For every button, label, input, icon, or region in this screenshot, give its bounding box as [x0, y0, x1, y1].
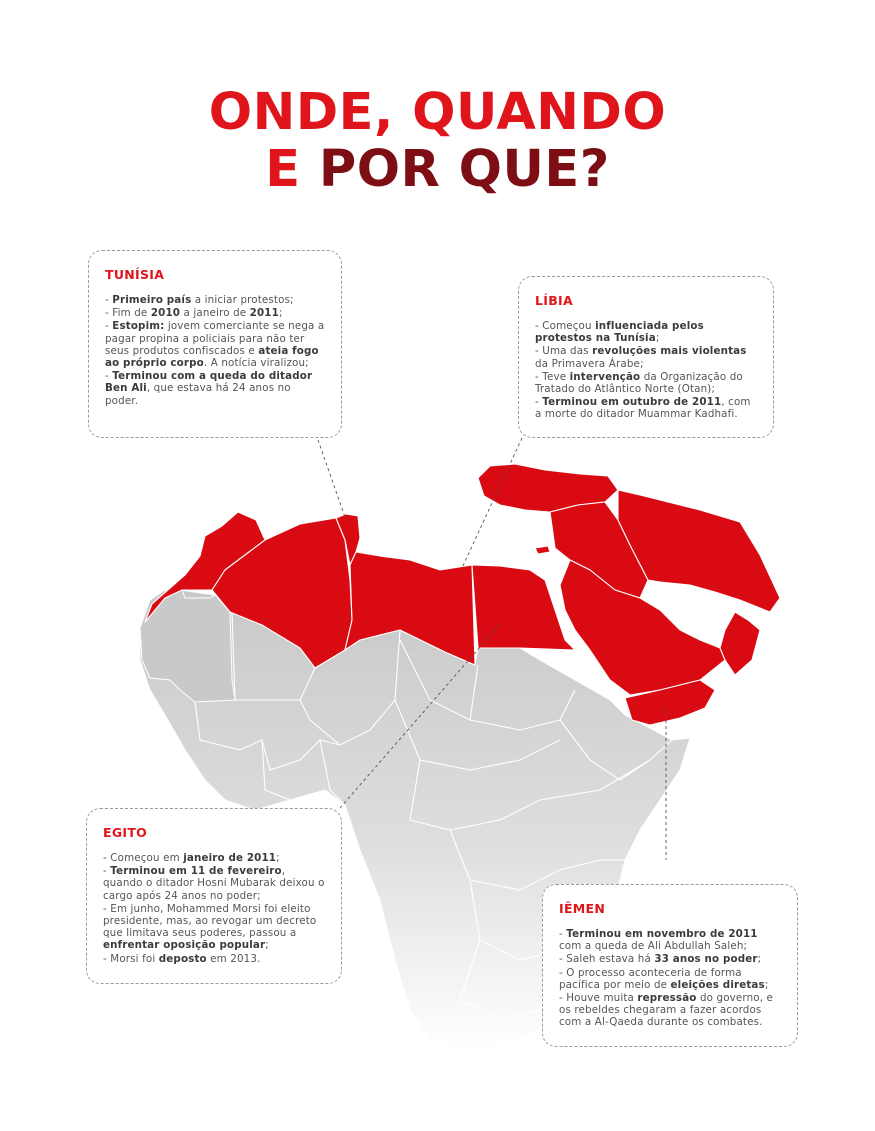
tunisia-item	[105, 307, 327, 319]
libia-item	[535, 320, 759, 344]
iemen-box	[542, 884, 798, 1047]
bold-text: ateia fogo ao próprio corpo	[105, 344, 319, 370]
text: ;	[265, 939, 269, 952]
tunisia-box	[88, 250, 342, 438]
text: a iniciar protestos;	[191, 294, 294, 306]
egito-list	[103, 852, 327, 965]
text: com a queda de Ali Abdullah Saleh;	[559, 940, 748, 953]
iemen-list	[559, 928, 783, 1029]
oman	[720, 612, 760, 675]
text: , quando o ditador Hosni Mubarak deixou o cargo após 24 anos no poder;	[103, 865, 325, 902]
libia-item	[535, 371, 759, 395]
text: - Começou em	[103, 852, 184, 864]
bold-text: Terminou com a queda do ditador Ben Ali	[105, 370, 313, 395]
libia-list	[535, 320, 759, 421]
bold-text: influenciada pelos protestos na Tunísia	[535, 320, 704, 345]
text: do governo, e os rebeldes chegaram a fazer acordos com a Al-Qaeda durante os combates.	[559, 992, 774, 1029]
text: -	[559, 928, 567, 940]
text: - Uma das	[535, 345, 593, 358]
text: ;	[278, 307, 283, 320]
bold-text: janeiro de 2011	[183, 852, 277, 864]
bold-text: revoluções mais violentas	[592, 345, 747, 358]
text: - Começou	[535, 320, 596, 332]
text: da Organização do Tratado do Atlântico Norte (Otan);	[535, 370, 743, 396]
text: -	[535, 396, 543, 409]
iemen-item	[559, 953, 783, 965]
egito-item	[103, 852, 327, 864]
libia-item	[535, 396, 759, 420]
bold-text: Primeiro país	[112, 294, 192, 306]
tunisia-item	[105, 320, 327, 369]
cyprus	[535, 546, 550, 554]
text: ;	[764, 978, 769, 991]
text: - Fim de	[105, 307, 151, 320]
libia-box	[518, 276, 774, 438]
egito-item	[103, 865, 327, 902]
tunisia-heading: TUNÍSIA	[105, 267, 165, 282]
bold-text: 2010	[150, 307, 181, 320]
iemen-item	[559, 928, 783, 952]
egito-item	[103, 903, 327, 952]
egypt	[472, 565, 575, 650]
text: a janeiro de	[180, 307, 250, 320]
bold-text: 33 anos no poder	[654, 953, 758, 966]
bold-text: Terminou em outubro de 2011	[542, 396, 722, 409]
libia-heading: LÍBIA	[535, 293, 573, 308]
text: - Houve muita	[559, 992, 638, 1005]
iemen-item	[559, 967, 783, 991]
text: -	[105, 294, 113, 306]
bold-text: enfrentar oposição popular	[103, 939, 266, 952]
bold-text: deposto	[158, 952, 207, 965]
text: - O processo aconteceria de forma pacífica por meio de	[559, 966, 742, 991]
text: ;	[276, 852, 280, 864]
text: - Morsi foi	[103, 952, 159, 965]
title-rest: POR QUE?	[318, 140, 610, 199]
text: , com a morte do ditador Muammar Kadhafi.	[535, 396, 751, 421]
egito-heading: EGITO	[103, 825, 148, 840]
text: em 2013.	[206, 952, 261, 965]
text: da Primavera Árabe;	[535, 357, 644, 370]
text: ;	[655, 332, 660, 345]
text: - Em junho, Mohammed Morsi foi eleito presidente, mas, ao revogar um decreto que limitava seus poderes, passou a	[103, 902, 317, 940]
tunisia-leader	[318, 440, 346, 520]
text: -	[103, 865, 111, 878]
iemen-heading: IÊMEN	[559, 901, 606, 916]
tunisia-list	[105, 294, 327, 407]
text: ;	[757, 953, 762, 966]
text: jovem comerciante se nega a pagar propina a policiais para não ter seus produtos confiscados e	[105, 320, 325, 357]
libia-item	[535, 345, 759, 369]
text: -	[105, 320, 113, 333]
bold-text: Estopim:	[112, 320, 165, 333]
text: , que estava há 24 anos no poder.	[105, 382, 291, 407]
text: - Teve	[535, 370, 570, 383]
title-line-1: ONDE, QUANDO	[208, 83, 667, 142]
tunisia-item	[105, 294, 327, 306]
egito-item	[103, 953, 327, 965]
tunisia-item	[105, 370, 327, 407]
bold-text: Terminou em 11 de fevereiro	[110, 865, 282, 878]
text: - Saleh estava há	[559, 953, 655, 966]
bold-text: Terminou em novembro de 2011	[566, 928, 758, 940]
text: -	[105, 370, 113, 383]
bold-text: intervenção	[569, 370, 641, 383]
egito-box	[86, 808, 342, 984]
text: . A notícia viralizou;	[203, 357, 309, 370]
iemen-item	[559, 992, 783, 1029]
bold-text: eleições diretas	[670, 978, 765, 991]
bold-text: repressão	[637, 992, 697, 1005]
title-prefix: E	[265, 140, 301, 199]
bold-text: 2011	[249, 307, 279, 320]
